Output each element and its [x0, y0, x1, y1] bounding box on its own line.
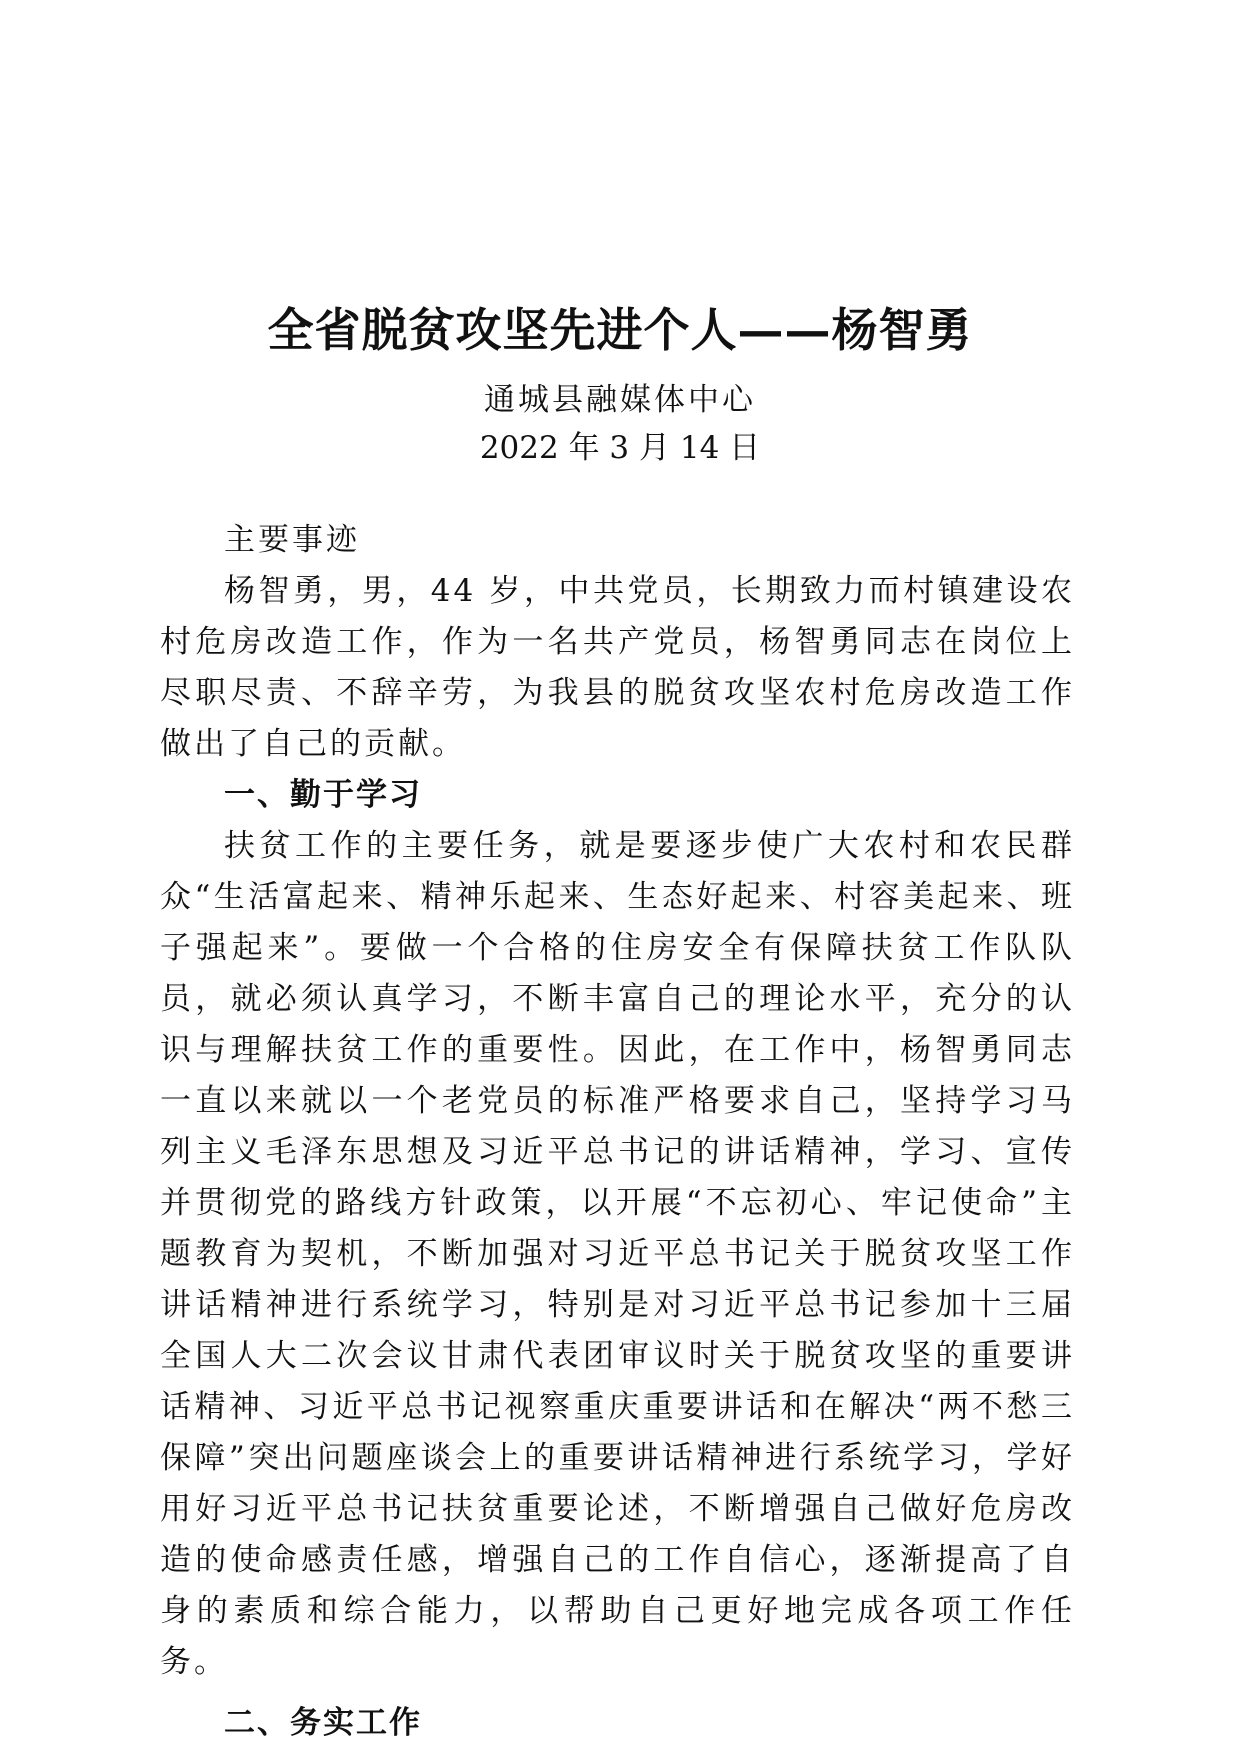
study-paragraph: 扶贫工作的主要任务，就是要逐步使广大农村和农民群众“生活富起来、精神乐起来、生态好起来、村容美起来、班子强起来”。要做一个合格的住房安全有保障扶贫工作队队员，就必须认真学习，不断丰富自己的理论水平，充分的认识与理解扶贫工作的重要性。因此，在工作中，杨智勇同志一直以来就以一个老党员的标准严格要求自己，坚持学习马列主义毛泽东思想及习近平总书记的讲话精神，学习、宣传并贯彻党的路线方针政策，以开展“不忘初心、牢记使命”主题教育为契机，不断加强对习近平总书记关于脱贫攻坚工作讲话精神进行系统学习，特别是对习近平总书记参加十三届全国人大二次会议甘肃代表团审议时关于脱贫攻坚的重要讲话精神、习近平总书记视察重庆重要讲话和在解决“两不愁三保障”突出问题座谈会上的重要讲话精神进行系统学习，学好用好习近平总书记扶贫重要论述，不断增强自己做好危房改造的使命感责任感，增强自己的工作自信心，逐渐提高了自身的素质和综合能力，以帮助自己更好地完成各项工作任务。: [160, 828, 1075, 1680]
document-source: 通城县融媒体中心: [484, 382, 756, 418]
heading-practical-work: 二、务实工作: [224, 1705, 422, 1741]
section-label: 主要事迹: [224, 522, 360, 558]
document-date: 2022 年 3 月 14 日: [479, 430, 761, 466]
intro-paragraph: 杨智勇，男，44 岁，中共党员，长期致力而村镇建设农村危房改造工作，作为一名共产党员，杨智勇同志在岗位上尽职尽责、不辞辛劳，为我县的脱贫攻坚农村危房改造工作做出了自己的贡献。: [160, 573, 1075, 762]
document-title: 全省脱贫攻坚先进个人——杨智勇: [267, 303, 973, 357]
document-body: [160, 515, 1075, 1749]
heading-study: 一、勤于学习: [224, 777, 422, 813]
